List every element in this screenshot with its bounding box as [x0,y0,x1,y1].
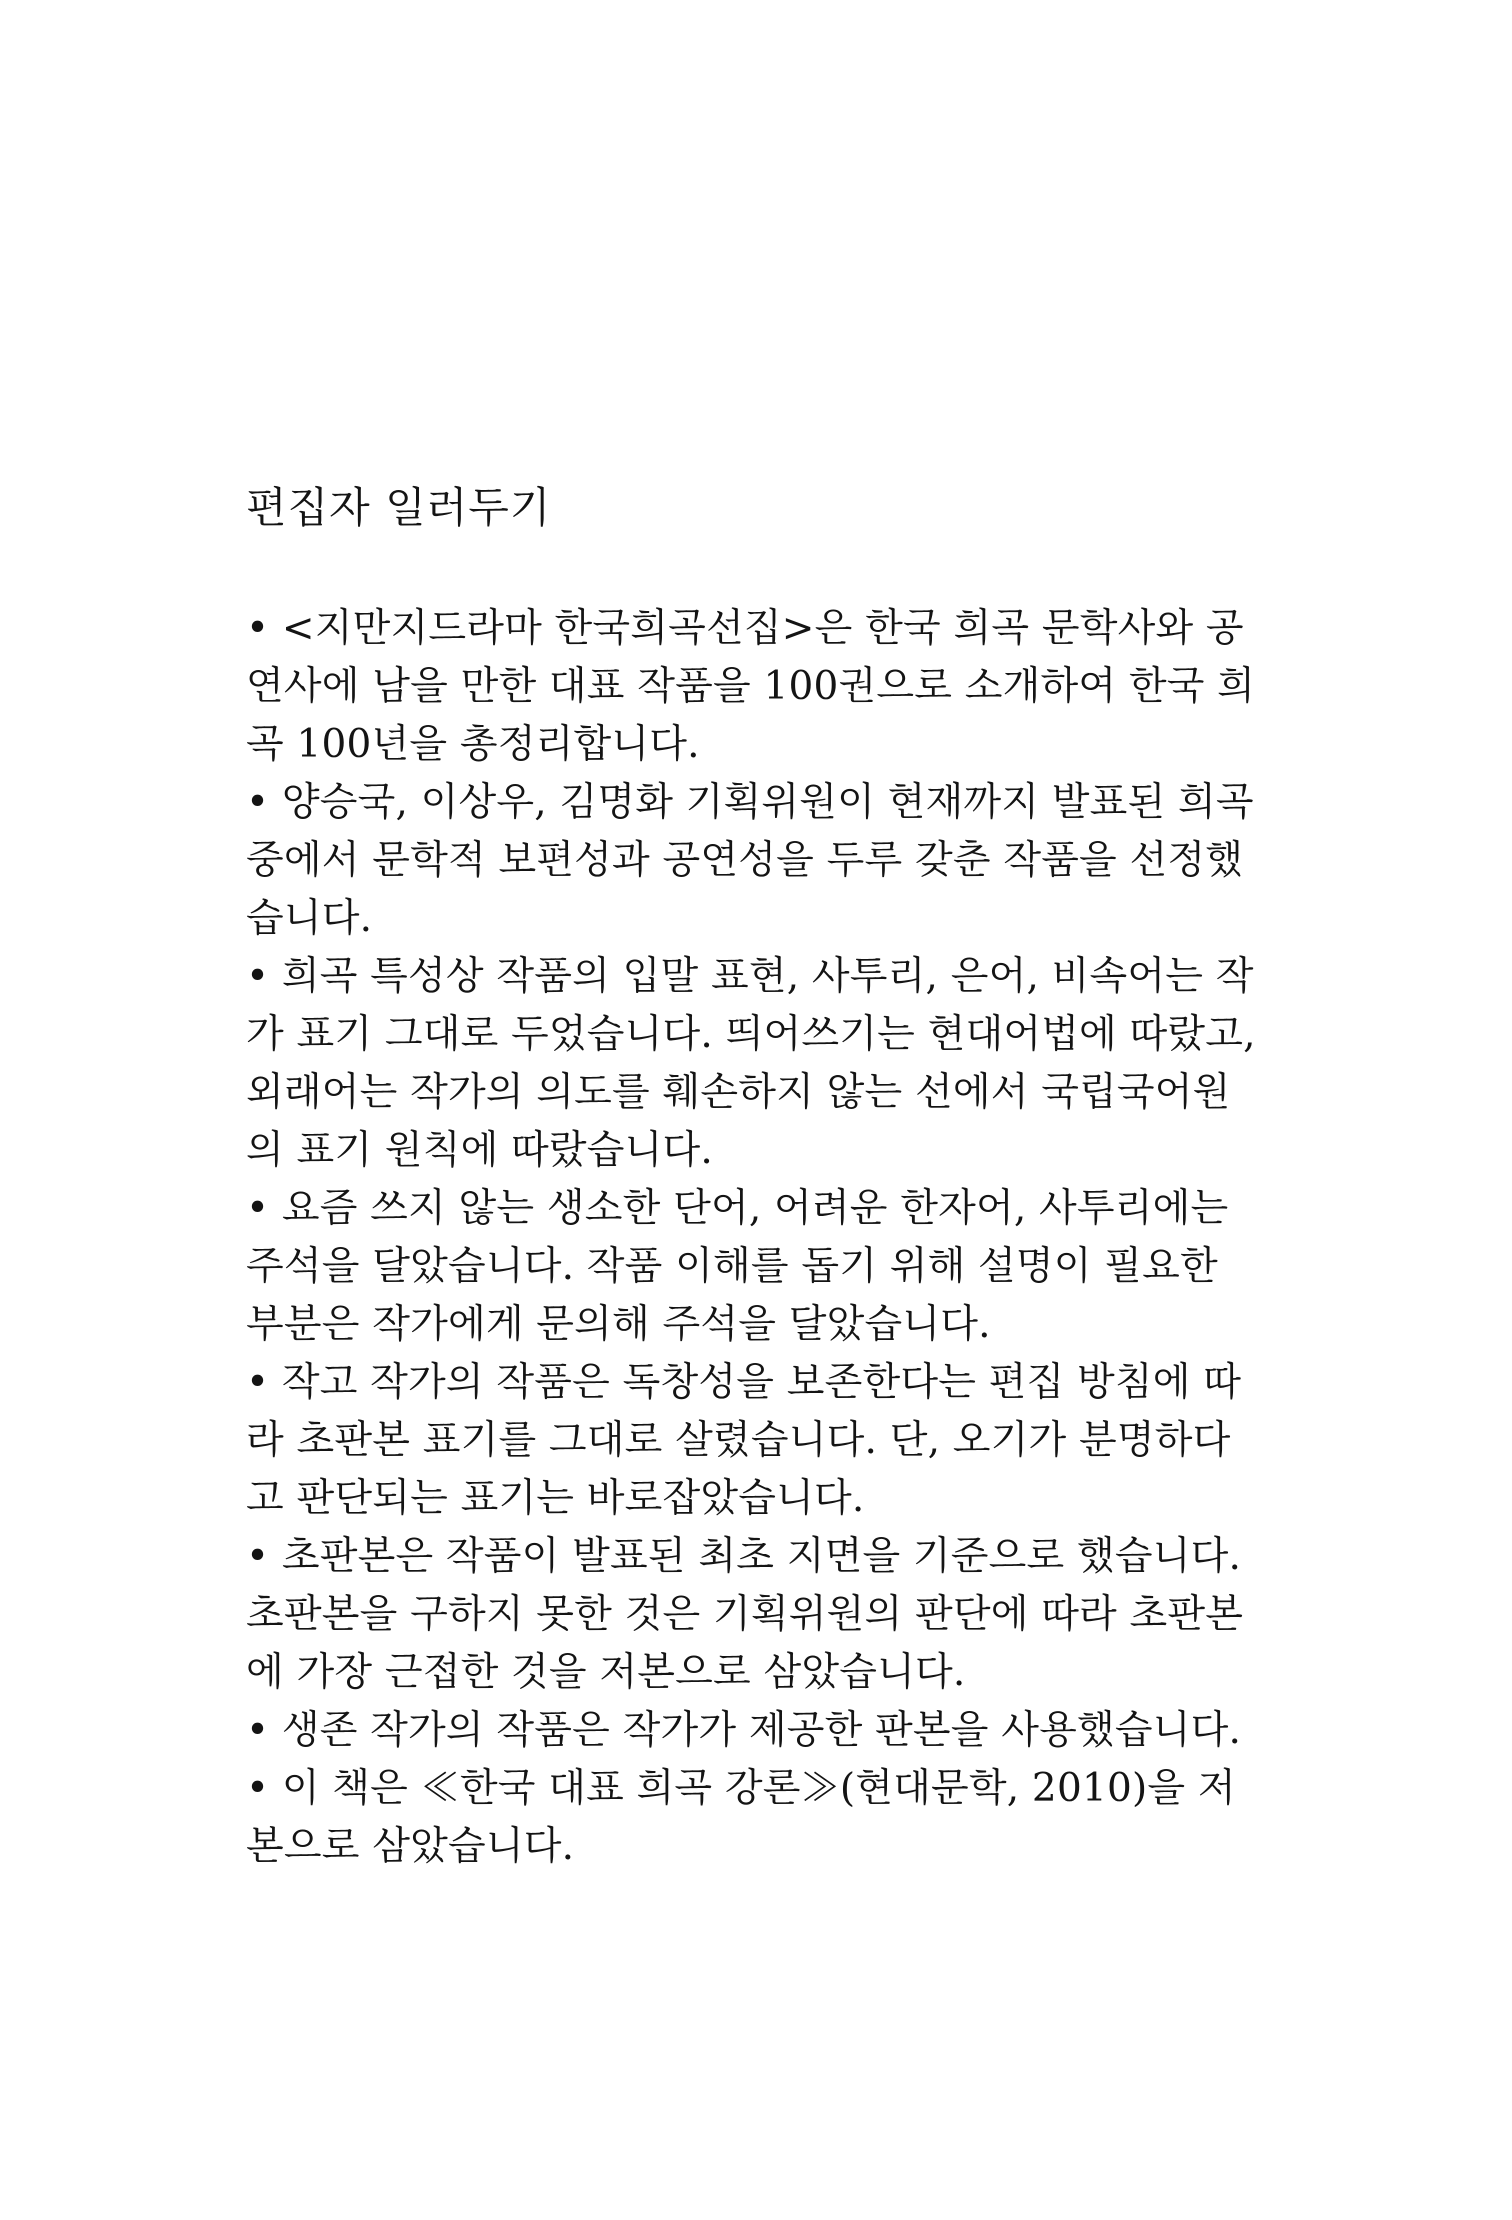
note-item [246,1702,1258,1760]
note-text: <지만지드라마 한국희곡선집>은 한국 희곡 문학사와 공연사에 남을 만한 대표 작품을 100권으로 소개하여 한국 희곡 100년을 총정리합니다. [246,606,1256,767]
note-text: 작고 작가의 작품은 독창성을 보존한다는 편집 방침에 따라 초판본 표기를 그대로 살렸습니다. 단, 오기가 분명하다고 판단되는 표기는 바로잡았습니다. [246,1360,1242,1521]
bullet-marker: • [246,1534,270,1579]
editor-notes-list [246,600,1258,1876]
note-item [246,1528,1258,1702]
bullet-marker: • [246,606,270,651]
bullet-marker: • [246,954,270,999]
bullet-marker: • [246,1708,270,1753]
note-item [246,1760,1258,1876]
note-item [246,1180,1258,1354]
page-title: 편집자 일러두기 [246,483,552,532]
note-item [246,774,1258,948]
note-text: 이 책은 ≪한국 대표 희곡 강론≫(현대문학, 2010)을 저본으로 삼았습니다. [246,1766,1236,1869]
bullet-marker: • [246,1360,270,1405]
note-item [246,948,1258,1180]
note-item [246,1354,1258,1528]
note-text: 생존 작가의 작품은 작가가 제공한 판본을 사용했습니다. [281,1708,1242,1753]
note-text: 초판본은 작품이 발표된 최초 지면을 기준으로 했습니다. 초판본을 구하지 못한 것은 기획위원의 판단에 따라 초판본에 가장 근접한 것을 저본으로 삼았습니다. [246,1534,1244,1695]
note-text: 요즘 쓰지 않는 생소한 단어, 어려운 한자어, 사투리에는 주석을 달았습니다. 작품 이해를 돕기 위해 설명이 필요한 부분은 작가에게 문의해 주석을 달았습니다. [246,1186,1229,1347]
bullet-marker: • [246,780,270,825]
note-text: 양승국, 이상우, 김명화 기획위원이 현재까지 발표된 희곡 중에서 문학적 보편성과 공연성을 두루 갖춘 작품을 선정했습니다. [246,780,1254,941]
bullet-marker: • [246,1186,270,1231]
note-text: 희곡 특성상 작품의 입말 표현, 사투리, 은어, 비속어는 작가 표기 그대로 두었습니다. 띄어쓰기는 현대어법에 따랐고, 외래어는 작가의 의도를 훼손하지 않는 선에서 국립국어원의 표기 원칙에 따랐습니다. [246,954,1256,1173]
note-item [246,600,1258,774]
bullet-marker: • [246,1766,270,1811]
